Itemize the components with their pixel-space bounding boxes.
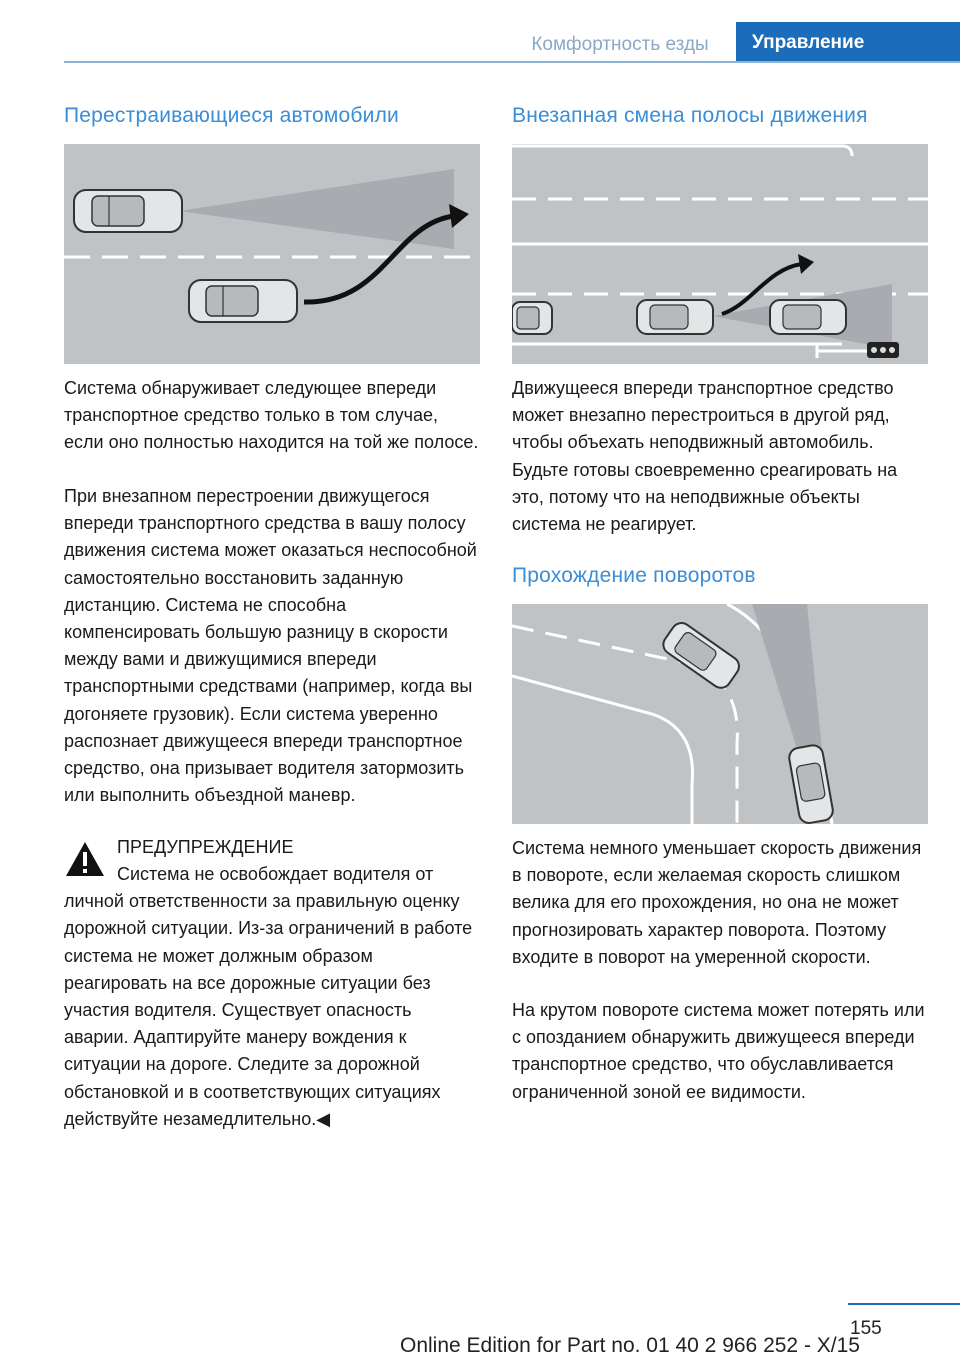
section-tab: Комфортность езды [531,34,709,55]
paragraph-sudden-cut-in: При внезапном перестроении движущегося впереди транспортного средства в вашу полосу движения система может оказаться неспособной самостоятельно восстановить заданную дистанцию. Система не способна компенсировать большую разницу в скорости между вами и движущимися впереди транспортными средствами (например, когда вы догоняете грузовик). Если система уверенно распознает движущееся впереди транспортное средство, она призывает водителя затормозить или выполнить объездной маневр. [64,486,477,806]
header-rule [64,61,960,63]
lane-change-drawing [512,144,928,364]
paragraph-sharp-curve: На крутом повороте система может потерять или с опозданием обнаружить движущееся впереди транспортное средство, что обуславливается ограниченной зоной ее видимости. [512,1000,925,1102]
paragraph-lane-change: Движущееся впереди транспортное средство может внезапно перестроиться в другой ряд, чтобы объехать неподвижный автомобиль. Будьте готовы своевременно среагировать на это, потому что на неподвижные объекты система не реагирует. [512,378,898,535]
cutting-in-drawing [64,144,480,364]
edition-footer: Online Edition for Part no. 01 40 2 966 252 - X/15 [400,1334,860,1357]
rear-car [512,302,552,334]
warning-text-content: Система не освобождает водителя от личной ответственности за правильную оценку дорожной ситуации. Из-за ограничений в работе система не может должным образом реагировать на все дорожные ситуации без участия водителя. Существует опасность аварии. Адаптируйте манеру вождения к ситуации на дороге. Следите за дорожной обстановкой и в соответствующих ситуациях действуйте незамедлительно.◀ [64,864,473,1129]
warning-title: ПРЕДУПРЕЖДЕНИЕ [117,837,294,857]
own-car [637,300,713,334]
heading-lane-changing-vehicles: Перестраивающиеся автомобили [64,104,399,127]
heading-cornering: Прохождение поворотов [512,564,756,587]
page-number: 155 [850,1318,882,1339]
cornering-drawing [512,604,928,824]
chapter-tab: Управление [736,22,960,63]
paragraph-cornering-speed: Система немного уменьшает скорость движения в повороте, если желаемая скорость слишком велика для его прохождения, но она не может прогнозировать характер поворота. Поэтому входите в поворот на умеренной скорости. [512,838,922,967]
rear-car [74,190,182,232]
front-car [189,280,297,322]
illustration-sudden-lane-change [512,144,928,364]
illustration-cutting-in [64,144,480,364]
paragraph-detection: Система обнаруживает следующее впереди транспортное средство только в том случае, если оно полностью находится на той же полосе. [64,378,479,453]
footer-rule [848,1303,960,1305]
stationary-car [770,300,846,334]
illustration-cornering [512,604,928,824]
heading-sudden-lane-change: Внезапная смена полосы движения [512,104,868,127]
warning-text [64,861,480,1133]
